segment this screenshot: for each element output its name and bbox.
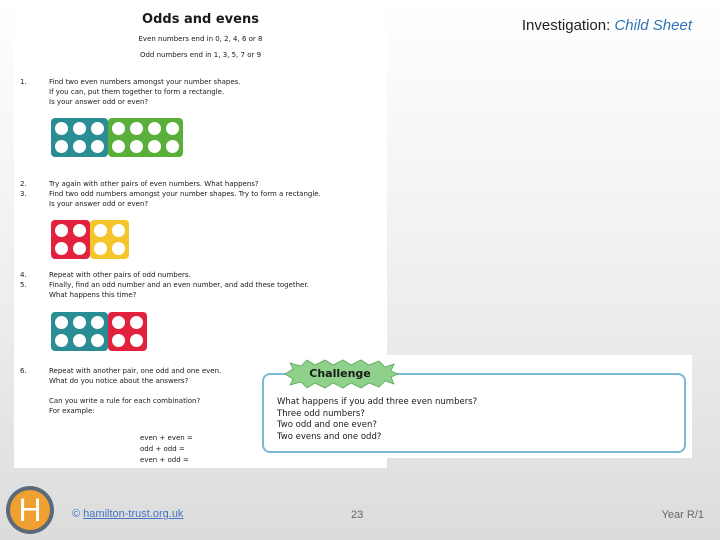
question-number: 6. <box>20 367 27 375</box>
question-line: Can you write a rule for each combination? <box>49 397 201 405</box>
logo-letter: H <box>18 492 42 528</box>
challenge-panel <box>257 355 692 458</box>
hamilton-trust-link[interactable]: hamilton-trust.org.uk <box>83 508 184 520</box>
challenge-badge <box>281 359 399 389</box>
slide-title-accent: Child Sheet <box>614 17 692 34</box>
question-line: Is your answer odd or even? <box>49 200 149 208</box>
question-line: What happens this time? <box>49 291 137 299</box>
number-shapes-q5 <box>51 312 147 351</box>
number-shape-yellow <box>90 220 129 259</box>
challenge-line: What happens if you add three even numbers? <box>277 397 478 407</box>
question-line: Repeat with another pair, one odd and one even. <box>49 367 222 375</box>
question-line: Find two even numbers amongst your number shapes. <box>49 78 241 86</box>
footer-copyright <box>72 508 183 520</box>
challenge-line: Three odd numbers? <box>277 408 365 419</box>
page-number: 23 <box>351 509 364 521</box>
question-line: Is your answer odd or even? <box>49 98 149 106</box>
number-shapes-q3 <box>51 220 129 259</box>
number-shape-teal <box>51 312 108 351</box>
challenge-line: Two evens and one odd? <box>277 431 382 442</box>
challenge-line: Two odd and one even? <box>277 420 377 430</box>
question-line: Repeat with other pairs of odd numbers. <box>49 271 191 279</box>
hamilton-h-logo-icon <box>4 484 56 536</box>
question-line: Finally, find an odd number and an even number, and add these together. <box>49 281 309 289</box>
example-line: even + even = <box>140 434 193 442</box>
question-2-3 <box>49 179 379 209</box>
question-line: If you can, put them together to form a rectangle. <box>49 88 225 96</box>
worksheet-title: Odds and evens <box>142 12 259 27</box>
year-label: Year R/1 <box>661 509 704 521</box>
copyright-symbol: © <box>72 508 81 520</box>
odd-rule: Odd numbers end in 1, 3, 5, 7 or 9 <box>139 51 262 59</box>
hamilton-logo <box>4 484 56 536</box>
number-shape-red <box>108 312 147 351</box>
challenge-questions <box>277 397 477 443</box>
example-line: even + odd = <box>140 456 189 464</box>
question-line: For example: <box>49 407 95 415</box>
number-shape-eight-green <box>108 118 183 157</box>
number-shape-six-teal <box>51 118 108 157</box>
rule-examples <box>140 433 193 466</box>
number-shape-red <box>51 220 90 259</box>
question-line: Try again with other pairs of even numbers. What happens? <box>49 180 259 188</box>
slide-title <box>522 17 692 34</box>
slide-title-prefix: Investigation: <box>521 17 615 34</box>
question-1 <box>49 77 379 107</box>
question-4-5 <box>49 270 379 300</box>
challenge-label: Challenge <box>309 367 371 380</box>
even-rule: Even numbers end in 0, 2, 4, 6 or 8 <box>138 35 263 43</box>
question-number: 1. <box>20 78 27 86</box>
question-number: 2. 3. <box>20 180 27 198</box>
question-line: Find two odd numbers amongst your number shapes. Try to form a rectangle. <box>49 190 321 198</box>
example-line: odd + odd = <box>140 445 185 453</box>
number-shapes-q1 <box>51 118 183 157</box>
question-line: What do you notice about the answers? <box>49 377 189 385</box>
question-number: 4. 5. <box>20 271 27 289</box>
